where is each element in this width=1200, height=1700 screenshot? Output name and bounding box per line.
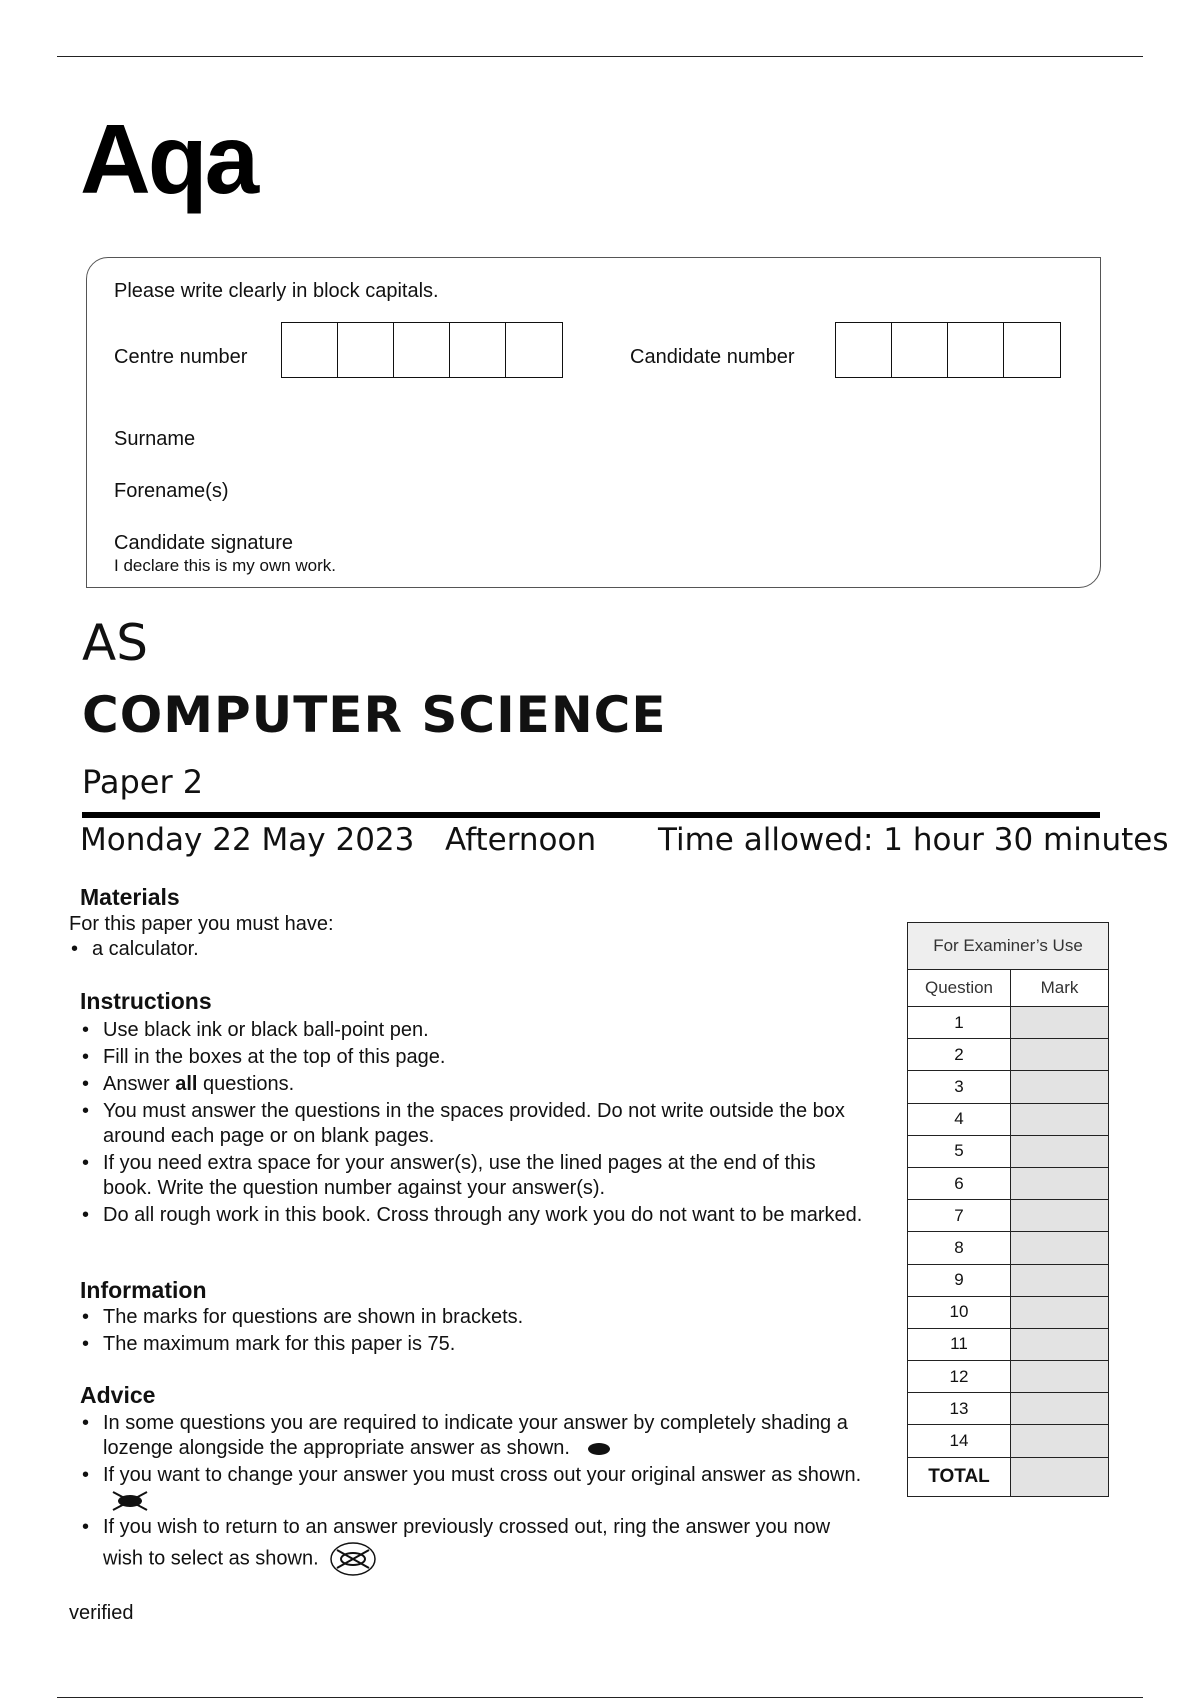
candidate-digit-box[interactable] xyxy=(836,323,892,377)
question-number-cell: 12 xyxy=(908,1361,1011,1393)
advice-item-text: If you want to change your answer you must cross out your original answer as shown. xyxy=(103,1464,862,1486)
table-row xyxy=(908,1328,1109,1360)
block-capitals-instruction: Please write clearly in block capitals. xyxy=(114,280,439,302)
table-row xyxy=(908,1071,1109,1103)
time-allowed: Time allowed: 1 hour 30 minutes xyxy=(658,822,1169,858)
mark-cell xyxy=(1011,1264,1109,1296)
surname-label: Surname xyxy=(114,428,196,450)
mark-cell xyxy=(1011,1103,1109,1135)
exam-date: Monday 22 May 2023 xyxy=(80,822,415,858)
advice-item-text: If you wish to return to an answer previously crossed out, ring the answer you now wish to select as shown. xyxy=(103,1516,831,1570)
table-row xyxy=(908,1167,1109,1199)
subject-title: COMPUTER SCIENCE xyxy=(82,686,667,744)
information-heading: Information xyxy=(80,1277,207,1303)
examiners-use-table xyxy=(907,922,1109,1497)
candidate-number-label: Candidate number xyxy=(630,346,795,368)
forenames-label: Forename(s) xyxy=(114,480,229,502)
candidate-digit-box[interactable] xyxy=(892,323,948,377)
instructions-list xyxy=(80,1018,870,1230)
question-number-cell: 9 xyxy=(908,1264,1011,1296)
question-column-header: Question xyxy=(908,970,1011,1007)
list-item xyxy=(80,1072,870,1097)
top-rule xyxy=(57,56,1143,57)
materials-heading: Materials xyxy=(80,884,180,910)
title-rule xyxy=(82,812,1100,818)
crossed-lozenge-icon xyxy=(107,1489,153,1513)
examiners-use-title: For Examiner’s Use xyxy=(908,923,1109,970)
mark-cell xyxy=(1011,1393,1109,1425)
question-number-cell: 7 xyxy=(908,1200,1011,1232)
list-item: • Do all rough work in this book. Cross through any work you do not want to be marked. xyxy=(80,1203,870,1228)
candidate-details-box xyxy=(86,257,1101,588)
candidate-digit-box[interactable] xyxy=(1004,323,1060,377)
paper-number: Paper 2 xyxy=(82,763,204,801)
centre-digit-box[interactable] xyxy=(282,323,338,377)
table-row xyxy=(908,1103,1109,1135)
question-number-cell: 4 xyxy=(908,1103,1011,1135)
ringed-lozenge-icon xyxy=(328,1540,378,1578)
centre-digit-box[interactable] xyxy=(450,323,506,377)
mark-cell xyxy=(1011,1296,1109,1328)
question-number-cell: 6 xyxy=(908,1167,1011,1199)
mark-cell xyxy=(1011,1135,1109,1167)
advice-item-text: In some questions you are required to indicate your answer by completely shading a lozenge alongside the appropriate answer as shown. xyxy=(103,1412,848,1459)
mark-cell xyxy=(1011,1200,1109,1232)
mark-cell xyxy=(1011,1361,1109,1393)
centre-digit-box[interactable] xyxy=(394,323,450,377)
list-item: • Fill in the boxes at the top of this page. xyxy=(80,1045,870,1070)
question-number-cell: 2 xyxy=(908,1039,1011,1071)
centre-digit-box[interactable] xyxy=(338,323,394,377)
list-item: • The marks for questions are shown in brackets. xyxy=(80,1305,870,1330)
question-number-cell: 3 xyxy=(908,1071,1011,1103)
question-number-cell: 5 xyxy=(908,1135,1011,1167)
table-row xyxy=(908,1296,1109,1328)
signature-label: Candidate signature xyxy=(114,532,294,554)
total-label: TOTAL xyxy=(908,1457,1011,1496)
list-item: • The maximum mark for this paper is 75. xyxy=(80,1332,870,1357)
mark-cell xyxy=(1011,1007,1109,1039)
list-item: • If you need extra space for your answer(s), use the lined pages at the end of this book. Write the question number against your answer(s). xyxy=(80,1151,870,1201)
mark-cell xyxy=(1011,1425,1109,1457)
list-item xyxy=(80,1463,870,1513)
question-number-cell: 8 xyxy=(908,1232,1011,1264)
mark-cell xyxy=(1011,1071,1109,1103)
list-item: • Use black ink or black ball-point pen. xyxy=(80,1018,870,1043)
answer-all-emphasis: all xyxy=(175,1073,198,1095)
total-mark-cell xyxy=(1011,1457,1109,1496)
declaration-text: I declare this is my own work. xyxy=(114,556,337,575)
question-number-cell: 1 xyxy=(908,1007,1011,1039)
centre-number-boxes[interactable] xyxy=(281,322,563,378)
table-row xyxy=(908,1200,1109,1232)
list-item xyxy=(80,1515,870,1578)
mark-column-header: Mark xyxy=(1011,970,1109,1007)
mark-cell xyxy=(1011,1232,1109,1264)
question-number-cell: 13 xyxy=(908,1393,1011,1425)
centre-digit-box[interactable] xyxy=(506,323,562,377)
candidate-digit-box[interactable] xyxy=(948,323,1004,377)
information-list xyxy=(80,1305,870,1359)
instructions-heading: Instructions xyxy=(80,988,212,1014)
table-row xyxy=(908,1361,1109,1393)
table-row xyxy=(908,1425,1109,1457)
table-row xyxy=(908,1007,1109,1039)
table-row xyxy=(908,1393,1109,1425)
verified-note: verified xyxy=(69,1602,134,1624)
mark-cell xyxy=(1011,1167,1109,1199)
answer-all-before: Answer xyxy=(103,1073,176,1095)
advice-list xyxy=(80,1411,870,1580)
list-item: • a calculator. xyxy=(69,937,859,962)
centre-number-label: Centre number xyxy=(114,346,248,368)
bottom-rule xyxy=(57,1697,1143,1698)
candidate-number-boxes[interactable] xyxy=(835,322,1061,378)
table-row xyxy=(908,1264,1109,1296)
aqa-logo: Aqa xyxy=(80,104,257,214)
advice-heading: Advice xyxy=(80,1382,156,1408)
question-number-cell: 10 xyxy=(908,1296,1011,1328)
materials-list xyxy=(69,937,859,964)
answer-all-after: questions. xyxy=(197,1073,295,1095)
materials-intro: For this paper you must have: xyxy=(69,913,334,935)
list-item xyxy=(80,1411,870,1461)
question-number-cell: 11 xyxy=(908,1328,1011,1360)
shaded-lozenge-icon xyxy=(580,1438,618,1460)
table-row xyxy=(908,1232,1109,1264)
exam-session: Afternoon xyxy=(445,822,597,858)
question-number-cell: 14 xyxy=(908,1425,1011,1457)
mark-cell xyxy=(1011,1039,1109,1071)
table-row xyxy=(908,1039,1109,1071)
table-row xyxy=(908,1135,1109,1167)
mark-cell xyxy=(1011,1328,1109,1360)
list-item: • You must answer the questions in the spaces provided. Do not write outside the box around each page or on blank pages. xyxy=(80,1099,870,1149)
qualification-level: AS xyxy=(82,614,148,672)
